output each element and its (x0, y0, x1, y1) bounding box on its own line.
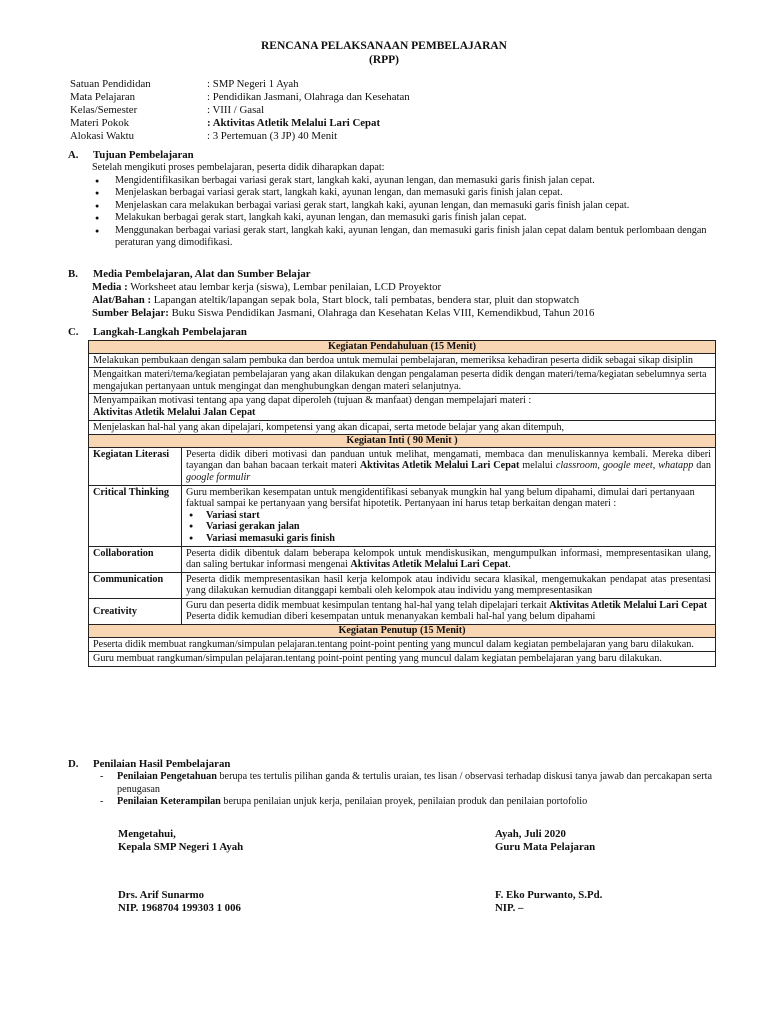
section-heading (68, 149, 718, 162)
alat-line (92, 294, 718, 307)
table-cell: Menjelaskan hal-hal yang akan dipelajari, kompetensi yang akan dicapai, serta metode belajar yang akan ditempuh, (89, 420, 716, 435)
literasi-forms: google formulir (186, 471, 251, 483)
section-media (68, 268, 718, 320)
table-row (89, 394, 716, 420)
identity-row (70, 130, 410, 143)
section-heading (68, 326, 247, 339)
row-label: Critical Thinking (89, 485, 182, 546)
sign-left-name: Drs. Arif Sunarmo (118, 889, 205, 901)
table-row (89, 341, 716, 354)
tujuan-list (92, 175, 718, 250)
sign-left-line1: Mengetahui, (118, 828, 176, 840)
pendahuluan-header: Kegiatan Pendahuluan (15 Menit) (89, 341, 716, 354)
motivasi-materi: Aktivitas Atletik Melalui Jalan Cepat (93, 406, 256, 418)
list-item: ● Variasi start (186, 510, 711, 522)
identity-value: : SMP Negeri 1 Ayah (207, 78, 299, 90)
sumber-line (92, 307, 718, 320)
table-cell: Peserta didik membuat rangkuman/simpulan pelajaran.tentang point-point penting yang muncul dalam kegiatan pembelajaran yang baru dilakukan. (89, 637, 716, 652)
list-item: ● Menggunakan berbagai variasi gerak start, langkah kaki, ayunan lengan, dan memasuki garis finish jalan cepat dalam bentuk perlombaan dengan peraturan yang dimodifikasi. (92, 225, 718, 250)
sign-right-line1: Ayah, Juli 2020 (495, 828, 566, 840)
table-row (89, 420, 716, 435)
table-row (89, 353, 716, 368)
list-item: ● Menjelaskan cara melakukan berbagai variasi gerak start, langkah kaki, ayunan lengan, dan memasuki garis finish jalan cepat. (92, 200, 718, 213)
list-item: ● Mengidentifikasikan berbagai variasi gerak start, langkah kaki, ayunan lengan, dan memasuki garis finish jalan cepat. (92, 175, 718, 188)
signature-left (118, 828, 243, 854)
section-langkah (68, 326, 247, 339)
alat-text: Lapangan ateltik/lapangan sepak bola, Start block, tali pembatas, bendera star, pluit dan stopwatch (151, 294, 580, 306)
section-letter: C. (68, 326, 79, 338)
identity-row (70, 78, 410, 91)
sumber-text: Buku Siswa Pendidikan Jasmani, Olahraga dan Kesehatan Kelas VIII, Kemendikbud, Tahun 2016 (168, 307, 595, 319)
section-letter: D. (68, 758, 79, 770)
table-cell (89, 394, 716, 420)
identity-row (70, 104, 410, 117)
identity-label: Mata Pelajaran (70, 91, 136, 103)
table-cell: Peserta didik mempresentasikan hasil kerja kelompok atau individu secara klasikal, mengemukakan pendapat atas presentasi yang dilakukan kemudian ditanggapi kembali oleh kelompok atau individu yang mempresentasikan (182, 572, 716, 598)
table-row (89, 368, 716, 394)
table-row (89, 625, 716, 638)
table-row (89, 598, 716, 624)
literasi-materi: Aktivitas Atletik Melalui Lari Cepat (359, 460, 520, 472)
collab-materi: Aktivitas Atletik Melalui Lari Cepat (350, 559, 509, 571)
row-label: Collaboration (89, 546, 182, 572)
literasi-text: Peserta didik diberi motivasi dan panduan untuk melihat, mengamati, membaca dan menuliskannya kembali. Mereka diberi tayangan dan bahan bacaan terkait materi (186, 448, 711, 472)
section-title: Media Pembelajaran, Alat dan Sumber Belajar (93, 268, 311, 280)
creativity-text: Guru dan peserta didik membuat kesimpulan tentang hal-hal yang telah dipelajari terkait (186, 599, 550, 611)
creativity-text-2: Peserta didik kemudian diberi kesempatan untuk menanyakan kembali hal-hal yang belum dipahami (186, 611, 596, 623)
section-title: Langkah-Langkah Pembelajaran (93, 326, 247, 338)
penilaian-text: berupa penilaian unjuk kerja, penilaian proyek, penilaian produk dan penilaian portofolio (220, 796, 588, 807)
identity-value: : VIII / Gasal (207, 104, 265, 116)
table-row (89, 652, 716, 667)
literasi-platforms: classroom, google meet, whatapp (555, 460, 694, 472)
penilaian-text: berupa tes tertulis pilihan ganda & tertulis uraian, tes lisan / observasi terhadap diskusi tanya jawab dan percakapan serta penugasan (117, 771, 712, 795)
section-heading (68, 758, 718, 771)
section-body (68, 281, 718, 320)
table-cell (182, 546, 716, 572)
penilaian-label: Penilaian Pengetahuan (117, 771, 217, 782)
identity-value: : Aktivitas Atletik Melalui Lari Cepat (207, 117, 381, 129)
collab-end: . (508, 559, 511, 571)
identity-label: Alokasi Waktu (70, 130, 135, 142)
list-item: ● Variasi gerakan jalan (186, 521, 711, 533)
table-cell: Guru membuat rangkuman/simpulan pelajaran.tentang point-point penting yang muncul dalam kegiatan pembelajaran yang baru dilakukan. (89, 652, 716, 667)
signature-left-name (118, 889, 241, 915)
table-row (89, 546, 716, 572)
media-label: Media : (92, 281, 128, 293)
section-tujuan (68, 149, 718, 250)
identity-row (70, 117, 410, 130)
table-cell (182, 447, 716, 485)
identity-row (70, 91, 410, 104)
inti-header: Kegiatan Inti ( 90 Menit ) (89, 435, 716, 448)
row-label: Communication (89, 572, 182, 598)
section-heading (68, 268, 718, 281)
penutup-header: Kegiatan Penutup (15 Menit) (89, 625, 716, 638)
sign-right-line2: Guru Mata Pelajaran (495, 841, 596, 853)
identity-label: Kelas/Semester (70, 104, 138, 116)
table-cell (182, 598, 716, 624)
alat-label: Alat/Bahan : (92, 294, 152, 306)
sumber-label: Sumber Belajar: (92, 307, 169, 319)
table-row (89, 447, 716, 485)
section-penilaian (68, 758, 718, 809)
document-subtitle: (RPP) (368, 54, 399, 66)
identity-value: : Pendidikan Jasmani, Olahraga dan Kesehatan (207, 91, 410, 103)
section-title: Tujuan Pembelajaran (93, 149, 194, 161)
list-item: ● Menjelaskan berbagai variasi gerak start, langkah kaki, ayunan lengan, dan memasuki garis finish jalan cepat. (92, 187, 718, 200)
table-cell: Melakukan pembukaan dengan salam pembuka dan berdoa untuk memulai pembelajaran, memeriksa kehadiran peserta didik sebagai sikap disiplin (89, 353, 716, 368)
row-label: Kegiatan Literasi (89, 447, 182, 485)
section-letter: A. (68, 149, 79, 161)
literasi-text-3: dan (693, 460, 711, 472)
list-item: ● Variasi memasuki garis finish (186, 533, 711, 545)
table-row (89, 485, 716, 546)
section-letter: B. (68, 268, 78, 280)
sign-left-line2: Kepala SMP Negeri 1 Ayah (118, 841, 244, 853)
identity-label: Satuan Pendididan (70, 78, 151, 90)
row-label: Creativity (89, 598, 182, 624)
signature-right (495, 828, 595, 854)
identity-value: : 3 Pertemuan (3 JP) 40 Menit (207, 130, 338, 142)
motivasi-text: Menyampaikan motivasi tentang apa yang dapat diperoleh (tujuan & manfaat) dengan mempelajari materi : (93, 395, 532, 407)
table-row (89, 572, 716, 598)
media-line (92, 281, 718, 294)
penilaian-label: Penilaian Keterampilan (117, 796, 221, 807)
identity-label: Materi Pokok (70, 117, 130, 129)
sign-left-nip: NIP. 1968704 199303 1 006 (118, 902, 241, 914)
tujuan-intro: Setelah mengikuti proses pembelajaran, peserta didik diharapkan dapat: (92, 162, 385, 173)
sign-right-name: F. Eko Purwanto, S.Pd. (495, 889, 603, 901)
list-item: ● Melakukan berbagai gerak start, langkah kaki, ayunan lengan, dan memasuki garis finish jalan cepat. (92, 212, 718, 225)
section-body (68, 162, 718, 250)
table-row (89, 637, 716, 652)
section-title: Penilaian Hasil Pembelajaran (93, 758, 231, 770)
critical-text: Guru memberikan kesempatan untuk mengidentifikasi sebanyak mungkin hal yang belum dipahami, dimulai dari pertanyaan faktual sampai ke pertanyaan yang bersifat hipotetik. Pertanyaan ini harus tetap berkaitan dengan materi : (186, 486, 695, 510)
identity-table (70, 78, 410, 143)
list-item (92, 771, 718, 796)
signature-right-name (495, 889, 602, 915)
creativity-materi: Aktivitas Atletik Melalui Lari Cepat (549, 599, 708, 611)
document-title: RENCANA PELAKSANAAN PEMBELAJARAN (261, 40, 507, 52)
table-cell: Mengaitkan materi/tema/kegiatan pembelajaran yang akan dilakukan dengan pengalaman peserta didik dengan materi/tema/kegiatan sebelumnya serta mengajukan pertanyaan untuk mengingat dan menghubungkan dengan materi selanjutnya. (89, 368, 716, 394)
literasi-text-2: melalui (519, 460, 556, 472)
materi-list (186, 510, 711, 545)
list-item (92, 796, 718, 809)
media-text: Worksheet atau lembar kerja (siswa), Lembar penilaian, LCD Proyektor (127, 281, 442, 293)
collab-text: Peserta didik dibentuk dalam beberapa kelompok untuk mendiskusikan, mengumpulkan informasi, mempresentasikan ulang, dan saling bertukar informasi mengenai (186, 547, 711, 571)
table-row (89, 435, 716, 448)
sign-right-nip: NIP. – (495, 902, 524, 914)
penilaian-list (68, 771, 718, 809)
table-cell (182, 485, 716, 546)
langkah-table (88, 340, 716, 667)
